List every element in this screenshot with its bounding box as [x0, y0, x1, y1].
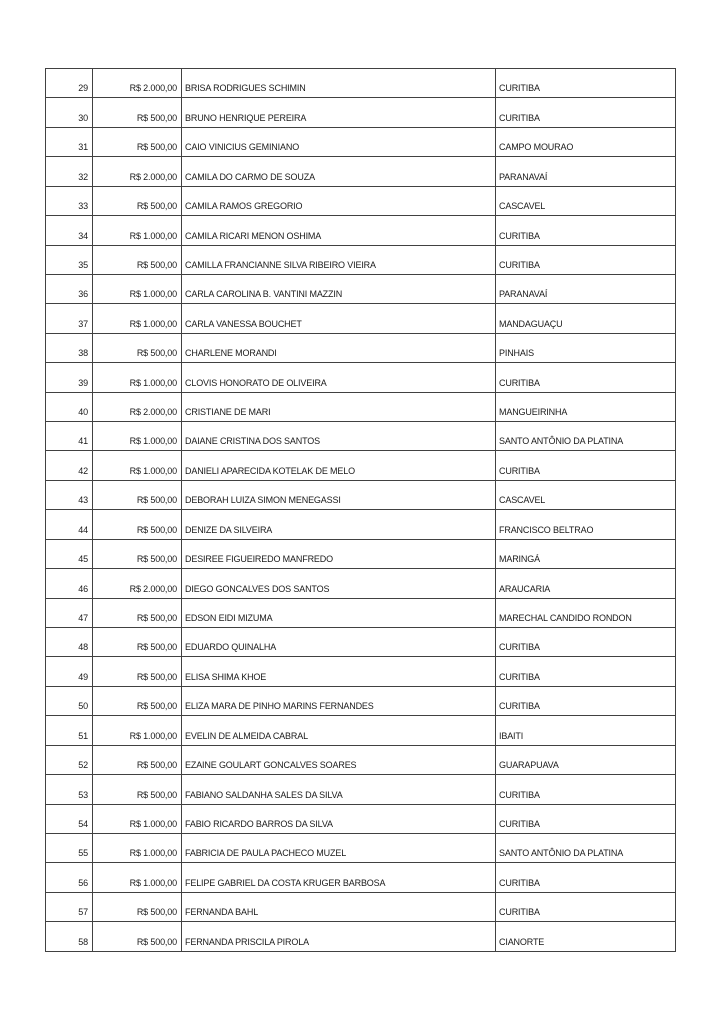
amount-cell: R$ 1.000,00: [93, 363, 182, 392]
name-cell: FERNANDA BAHL: [182, 892, 496, 921]
amount-cell: R$ 1.000,00: [93, 863, 182, 892]
name-cell: CAMILA DO CARMO DE SOUZA: [182, 157, 496, 186]
city-cell: CIANORTE: [496, 922, 676, 952]
city-cell: CASCAVEL: [496, 186, 676, 215]
amount-cell: R$ 1.000,00: [93, 716, 182, 745]
name-cell: CHARLENE MORANDI: [182, 333, 496, 362]
name-cell: EDUARDO QUINALHA: [182, 628, 496, 657]
row-number-cell: 30: [46, 98, 93, 127]
row-number-cell: 39: [46, 363, 93, 392]
city-cell: CURITIBA: [496, 363, 676, 392]
row-number-cell: 34: [46, 216, 93, 245]
table-body: [46, 69, 676, 952]
row-number-cell: 33: [46, 186, 93, 215]
table-row: [46, 804, 676, 833]
city-cell: CASCAVEL: [496, 480, 676, 509]
row-number-cell: 49: [46, 657, 93, 686]
amount-cell: R$ 1.000,00: [93, 422, 182, 451]
table-row: [46, 69, 676, 98]
row-number-cell: 55: [46, 833, 93, 862]
amount-cell: R$ 1.000,00: [93, 274, 182, 303]
amount-cell: R$ 500,00: [93, 922, 182, 952]
table-row: [46, 451, 676, 480]
name-cell: CLOVIS HONORATO DE OLIVEIRA: [182, 363, 496, 392]
name-cell: DESIREE FIGUEIREDO MANFREDO: [182, 539, 496, 568]
row-number-cell: 42: [46, 451, 93, 480]
row-number-cell: 56: [46, 863, 93, 892]
name-cell: FABIANO SALDANHA SALES DA SILVA: [182, 775, 496, 804]
name-cell: CAMILA RICARI MENON OSHIMA: [182, 216, 496, 245]
table-row: [46, 274, 676, 303]
city-cell: IBAITI: [496, 716, 676, 745]
name-cell: BRUNO HENRIQUE PEREIRA: [182, 98, 496, 127]
city-cell: CURITIBA: [496, 657, 676, 686]
table-row: [46, 833, 676, 862]
row-number-cell: 40: [46, 392, 93, 421]
city-cell: CURITIBA: [496, 245, 676, 274]
table-row: [46, 686, 676, 715]
name-cell: CARLA VANESSA BOUCHET: [182, 304, 496, 333]
city-cell: MANGUEIRINHA: [496, 392, 676, 421]
amount-cell: R$ 500,00: [93, 127, 182, 156]
table-row: [46, 775, 676, 804]
row-number-cell: 29: [46, 69, 93, 98]
table-row: [46, 186, 676, 215]
amount-cell: R$ 500,00: [93, 598, 182, 627]
table-row: [46, 245, 676, 274]
amount-cell: R$ 500,00: [93, 657, 182, 686]
row-number-cell: 50: [46, 686, 93, 715]
row-number-cell: 54: [46, 804, 93, 833]
table-row: [46, 892, 676, 921]
row-number-cell: 48: [46, 628, 93, 657]
amount-cell: R$ 1.000,00: [93, 304, 182, 333]
name-cell: ELIZA MARA DE PINHO MARINS FERNANDES: [182, 686, 496, 715]
amount-cell: R$ 500,00: [93, 245, 182, 274]
row-number-cell: 52: [46, 745, 93, 774]
row-number-cell: 57: [46, 892, 93, 921]
name-cell: CAMILLA FRANCIANNE SILVA RIBEIRO VIEIRA: [182, 245, 496, 274]
table-row: [46, 333, 676, 362]
city-cell: CURITIBA: [496, 216, 676, 245]
city-cell: MARECHAL CANDIDO RONDON: [496, 598, 676, 627]
table-row: [46, 98, 676, 127]
name-cell: CARLA CAROLINA B. VANTINI MAZZIN: [182, 274, 496, 303]
row-number-cell: 31: [46, 127, 93, 156]
city-cell: PARANAVAÍ: [496, 274, 676, 303]
city-cell: GUARAPUAVA: [496, 745, 676, 774]
city-cell: FRANCISCO BELTRAO: [496, 510, 676, 539]
name-cell: DAIANE CRISTINA DOS SANTOS: [182, 422, 496, 451]
amount-cell: R$ 500,00: [93, 510, 182, 539]
name-cell: DIEGO GONCALVES DOS SANTOS: [182, 569, 496, 598]
city-cell: CURITIBA: [496, 804, 676, 833]
row-number-cell: 35: [46, 245, 93, 274]
row-number-cell: 45: [46, 539, 93, 568]
city-cell: MANDAGUAÇU: [496, 304, 676, 333]
city-cell: SANTO ANTÔNIO DA PLATINA: [496, 422, 676, 451]
amount-cell: R$ 500,00: [93, 98, 182, 127]
table-row: [46, 127, 676, 156]
row-number-cell: 32: [46, 157, 93, 186]
name-cell: FABIO RICARDO BARROS DA SILVA: [182, 804, 496, 833]
row-number-cell: 38: [46, 333, 93, 362]
name-cell: FABRICIA DE PAULA PACHECO MUZEL: [182, 833, 496, 862]
amount-cell: R$ 500,00: [93, 775, 182, 804]
amount-cell: R$ 500,00: [93, 892, 182, 921]
amount-cell: R$ 1.000,00: [93, 451, 182, 480]
row-number-cell: 46: [46, 569, 93, 598]
city-cell: CURITIBA: [496, 69, 676, 98]
amount-cell: R$ 1.000,00: [93, 833, 182, 862]
amount-cell: R$ 2.000,00: [93, 392, 182, 421]
name-cell: CAIO VINICIUS GEMINIANO: [182, 127, 496, 156]
table-row: [46, 716, 676, 745]
table-row: [46, 392, 676, 421]
table-row: [46, 657, 676, 686]
name-cell: FELIPE GABRIEL DA COSTA KRUGER BARBOSA: [182, 863, 496, 892]
city-cell: SANTO ANTÔNIO DA PLATINA: [496, 833, 676, 862]
name-cell: EVELIN DE ALMEIDA CABRAL: [182, 716, 496, 745]
row-number-cell: 43: [46, 480, 93, 509]
table-row: [46, 422, 676, 451]
amount-cell: R$ 1.000,00: [93, 216, 182, 245]
row-number-cell: 58: [46, 922, 93, 952]
table-row: [46, 363, 676, 392]
amount-cell: R$ 2.000,00: [93, 569, 182, 598]
amount-cell: R$ 500,00: [93, 539, 182, 568]
table-row: [46, 628, 676, 657]
row-number-cell: 41: [46, 422, 93, 451]
name-cell: EZAINE GOULART GONCALVES SOARES: [182, 745, 496, 774]
name-cell: FERNANDA PRISCILA PIROLA: [182, 922, 496, 952]
amount-cell: R$ 2.000,00: [93, 157, 182, 186]
row-number-cell: 51: [46, 716, 93, 745]
table-row: [46, 598, 676, 627]
row-number-cell: 47: [46, 598, 93, 627]
table-row: [46, 863, 676, 892]
table-row: [46, 216, 676, 245]
table-row: [46, 922, 676, 952]
name-cell: EDSON EIDI MIZUMA: [182, 598, 496, 627]
name-cell: DEBORAH LUIZA SIMON MENEGASSI: [182, 480, 496, 509]
city-cell: CURITIBA: [496, 775, 676, 804]
row-number-cell: 37: [46, 304, 93, 333]
city-cell: CURITIBA: [496, 451, 676, 480]
city-cell: CURITIBA: [496, 628, 676, 657]
table-row: [46, 539, 676, 568]
amount-cell: R$ 500,00: [93, 628, 182, 657]
name-cell: DENIZE DA SILVEIRA: [182, 510, 496, 539]
city-cell: PINHAIS: [496, 333, 676, 362]
table-row: [46, 569, 676, 598]
city-cell: CURITIBA: [496, 686, 676, 715]
amount-cell: R$ 2.000,00: [93, 69, 182, 98]
table-row: [46, 480, 676, 509]
city-cell: CURITIBA: [496, 98, 676, 127]
beneficiaries-table: [45, 68, 676, 952]
name-cell: DANIELI APARECIDA KOTELAK DE MELO: [182, 451, 496, 480]
city-cell: ARAUCARIA: [496, 569, 676, 598]
table-row: [46, 510, 676, 539]
row-number-cell: 36: [46, 274, 93, 303]
name-cell: ELISA SHIMA KHOE: [182, 657, 496, 686]
amount-cell: R$ 500,00: [93, 686, 182, 715]
city-cell: CAMPO MOURAO: [496, 127, 676, 156]
amount-cell: R$ 1.000,00: [93, 804, 182, 833]
city-cell: PARANAVAÍ: [496, 157, 676, 186]
name-cell: CAMILA RAMOS GREGORIO: [182, 186, 496, 215]
name-cell: BRISA RODRIGUES SCHIMIN: [182, 69, 496, 98]
name-cell: CRISTIANE DE MARI: [182, 392, 496, 421]
amount-cell: R$ 500,00: [93, 186, 182, 215]
city-cell: CURITIBA: [496, 892, 676, 921]
table-row: [46, 745, 676, 774]
row-number-cell: 44: [46, 510, 93, 539]
table-row: [46, 304, 676, 333]
row-number-cell: 53: [46, 775, 93, 804]
amount-cell: R$ 500,00: [93, 480, 182, 509]
table-row: [46, 157, 676, 186]
amount-cell: R$ 500,00: [93, 745, 182, 774]
city-cell: MARINGÁ: [496, 539, 676, 568]
amount-cell: R$ 500,00: [93, 333, 182, 362]
city-cell: CURITIBA: [496, 863, 676, 892]
